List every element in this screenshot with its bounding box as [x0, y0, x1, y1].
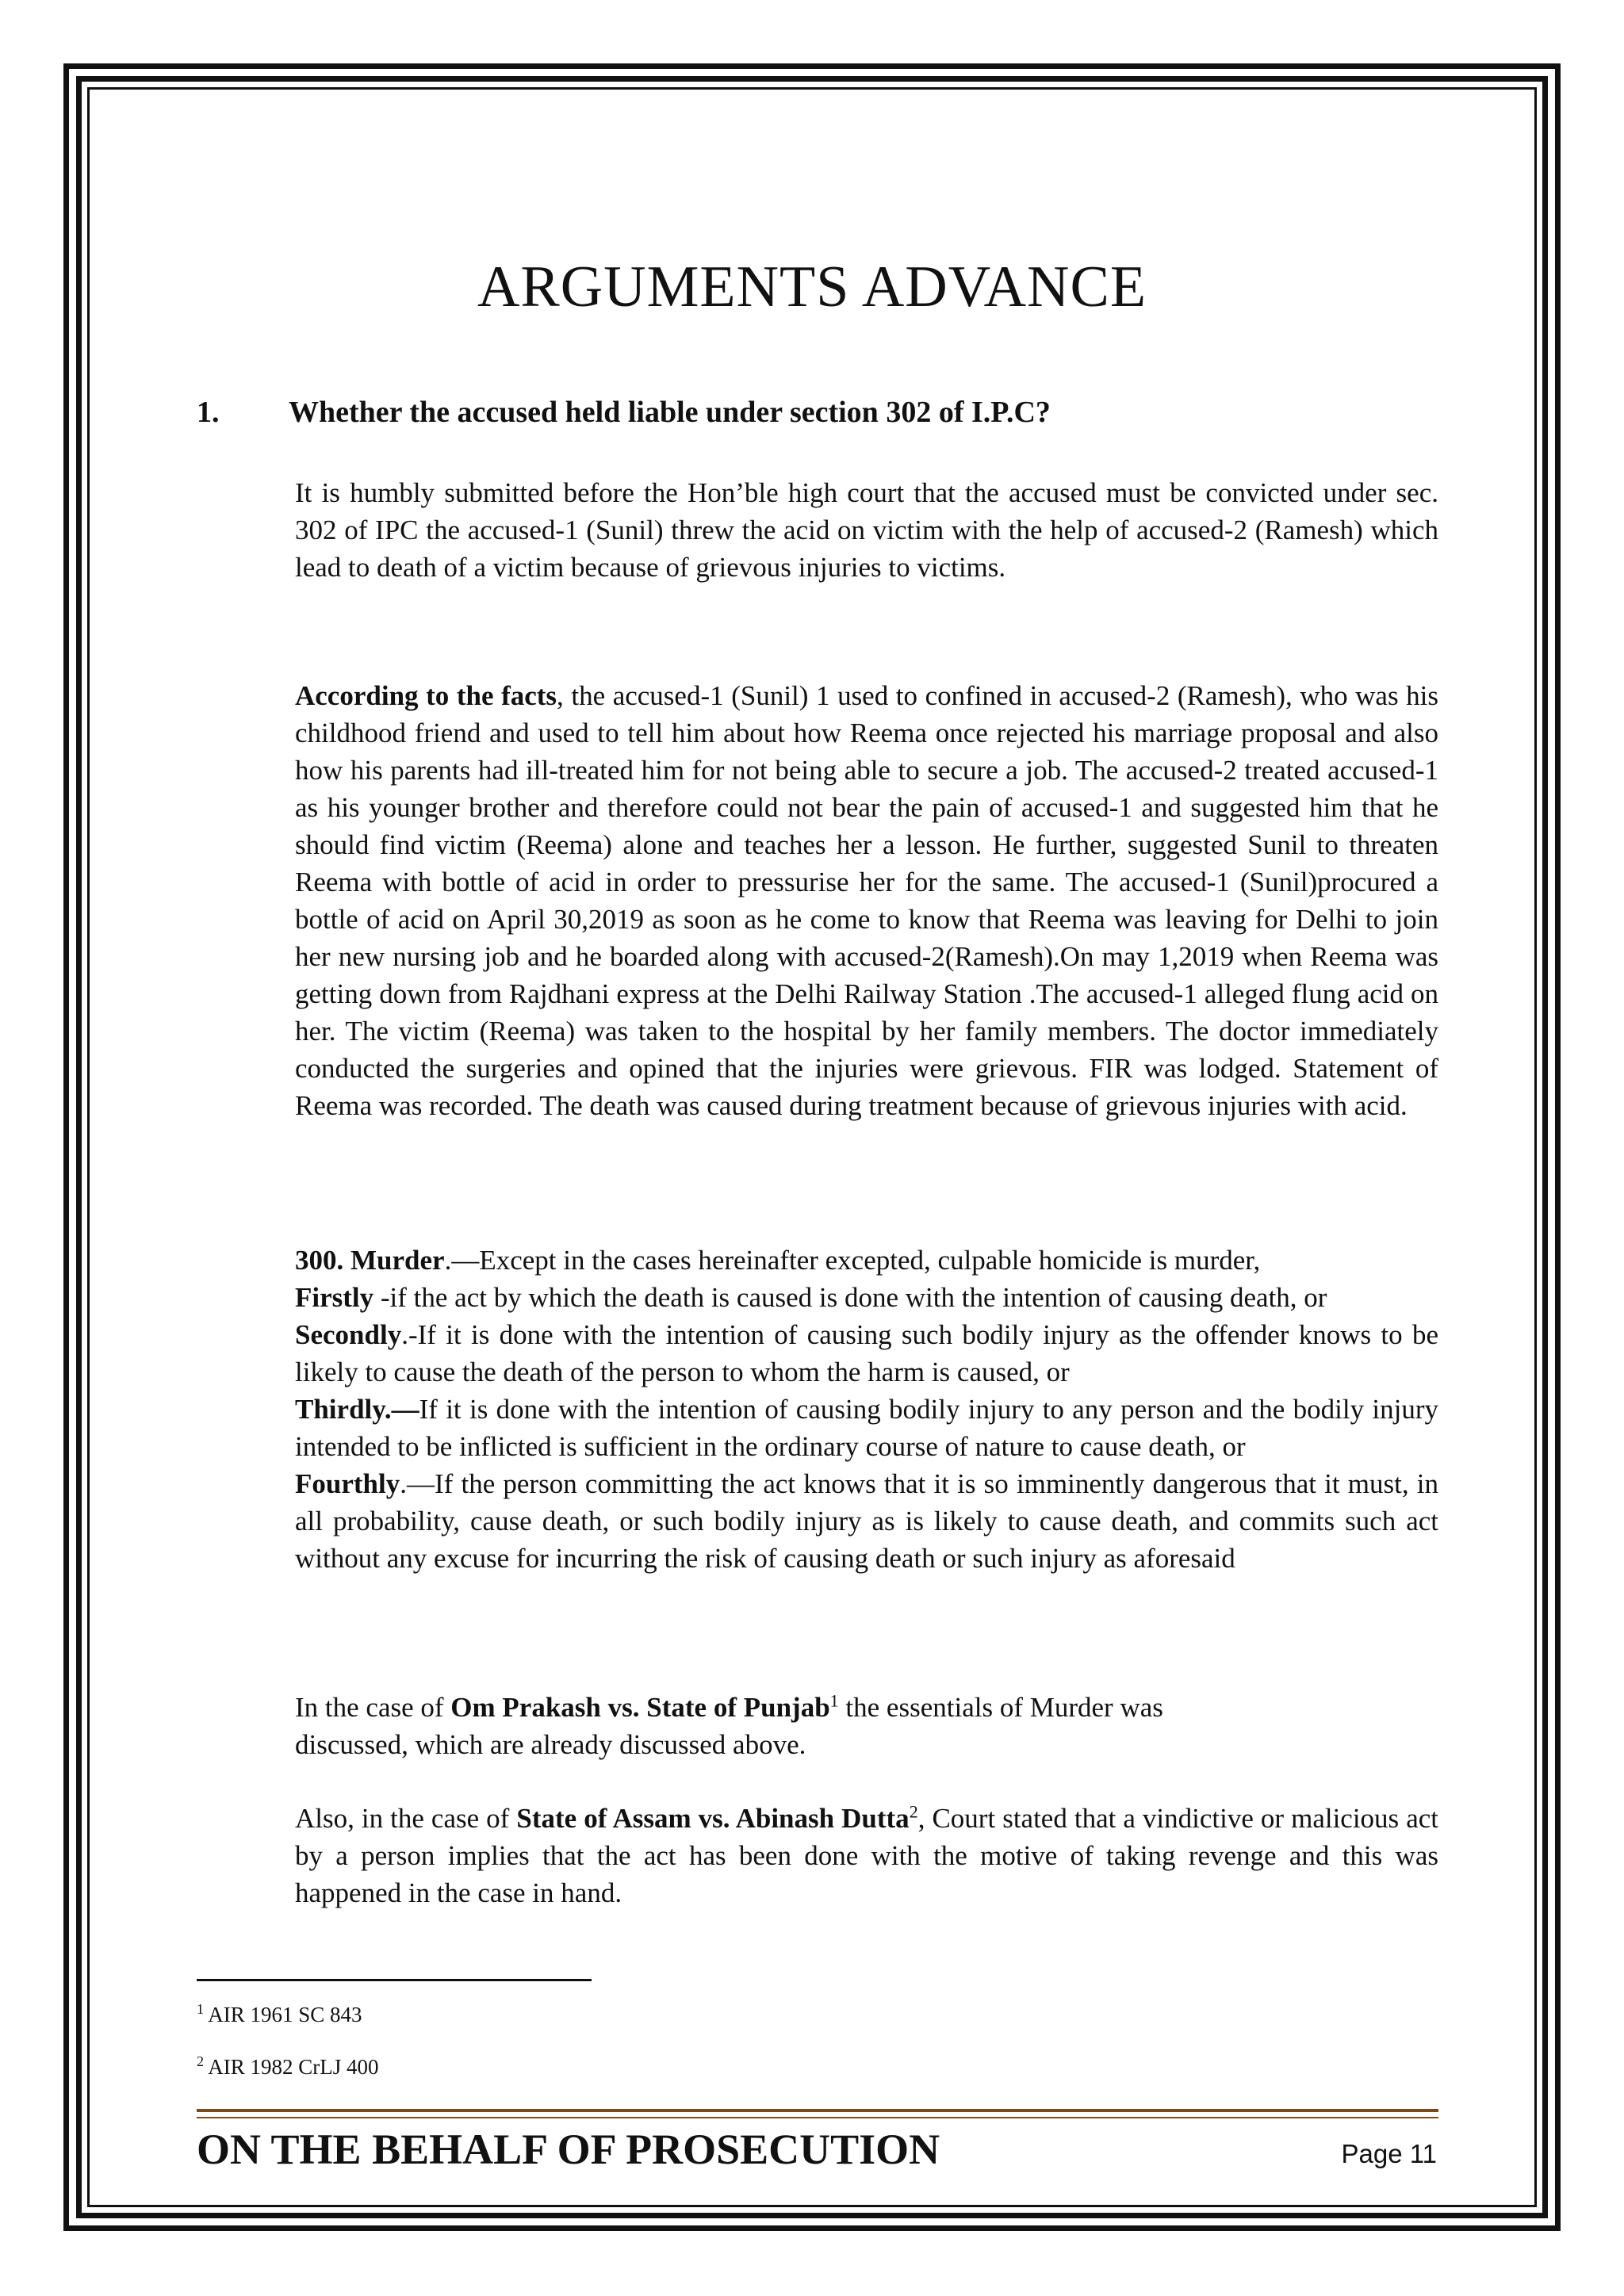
footer-party-label: ON THE BEHALF OF PROSECUTION	[197, 2126, 940, 2173]
om-prakash-line-2: discussed, which are already discussed above.	[295, 1729, 806, 1760]
om-prakash-post: the essentials of Murder was	[838, 1692, 1163, 1723]
footer-rule-thin	[197, 2117, 1438, 2118]
facts-text: , the accused-1 (Sunil) 1 used to confined in accused-2 (Ramesh), who was his childhood friend and used to tell him about how Reema once rejected his marriage proposal and also how his parents had ill-treated him for not being able to secure a job. The accused-2 treated accused-1 as his younger brother and therefore could not bear the pain of accused-1 and suggested him that he should find victim (Reema) alone and teaches her a lesson. He further, suggested Sunil to threaten Reema with bottle of acid in order to pressurise her for the same. The accused-1 (Sunil)procured a bottle of acid on April 30,2019 as soon as he come to know that Reema was leaving for Delhi to join her new nursing job and he boarded along with accused-2(Ramesh).On may 1,2019 when Reema was getting down from Rajdhani express at the Delhi Railway Station .The accused-1 alleged flung acid on her. The victim (Reema) was taken to the hospital by her family members. The doctor immediately conducted the surgeries and opined that the injuries were grievous. FIR was lodged. Statement of Reema was recorded. The death was caused during treatment because of grievous injuries with acid.	[295, 680, 1438, 1121]
firstly-text: -if the act by which the death is caused is done with the intention of causing death, or	[373, 1282, 1327, 1313]
thirdly-text: If it is done with the intention of causing bodily injury to any person and the bodily injury intended to be inflicted is sufficient in the ordinary course of nature to cause death, or	[295, 1394, 1438, 1462]
footnote-2-mark: 2	[197, 2053, 204, 2069]
facts-paragraph	[295, 677, 1438, 1124]
abinash-post: , Court stated that a vindictive or malicious act by a person implies that the act has been done with the motive of taking revenge and this was happened in the case in hand.	[295, 1803, 1438, 1908]
secondly-label: Secondly	[295, 1319, 402, 1350]
footnote-ref-2[interactable]: 2	[909, 1801, 918, 1822]
om-prakash-line-1	[295, 1689, 1438, 1726]
firstly-clause	[295, 1279, 1438, 1316]
page-title: ARGUMENTS ADVANCE	[477, 254, 1147, 320]
footnote-1	[197, 2001, 362, 2027]
fourthly-text: .—If the person committing the act knows that it is so imminently dangerous that it must, in all probability, cause death, or such bodily injury as is likely to cause death, and commits such act without any excuse for incurring the risk of causing death or such injury as aforesaid	[295, 1468, 1438, 1574]
footnote-1-mark: 1	[197, 2001, 204, 2017]
footnote-1-text: AIR 1961 SC 843	[204, 2003, 362, 2026]
section-300-intro-line	[295, 1242, 1438, 1279]
thirdly-label: Thirdly.—	[295, 1394, 419, 1425]
secondly-clause	[295, 1316, 1438, 1391]
footer-rule-thick	[197, 2109, 1438, 2112]
thirdly-clause	[295, 1391, 1438, 1465]
footnote-divider	[197, 1979, 592, 1981]
case-name-abinash-dutta: State of Assam vs. Abinash Dutta	[516, 1803, 910, 1834]
page-number: Page 11	[1341, 2139, 1437, 2168]
facts-lead: According to the facts	[295, 680, 557, 711]
footnote-ref-1[interactable]: 1	[829, 1690, 839, 1711]
footnote-2-text: AIR 1982 CrLJ 400	[204, 2055, 379, 2079]
issue-heading	[197, 395, 1434, 430]
case-name-om-prakash: Om Prakash vs. State of Punjab	[450, 1692, 830, 1723]
abinash-dutta-paragraph	[295, 1800, 1438, 1911]
section-300-intro: .—Except in the cases hereinafter excepted, culpable homicide is murder,	[444, 1245, 1261, 1276]
section-300-block	[295, 1242, 1438, 1577]
issue-text: Whether the accused held liable under section 302 of I.P.C?	[289, 396, 1051, 429]
secondly-text: .-If it is done with the intention of causing such bodily injury as the offender knows to be likely to cause the death of the person to whom the harm is caused, or	[295, 1319, 1438, 1387]
firstly-label: Firstly	[295, 1282, 374, 1313]
issue-number: 1.	[197, 396, 220, 429]
om-prakash-pre: In the case of	[295, 1692, 451, 1723]
submission-paragraph: It is humbly submitted before the Hon’ble high court that the accused must be convicted under sec. 302 of IPC the accused-1 (Sunil) threw the acid on victim with the help of accused-2 (Ramesh) which lead to death of a victim because of grievous injuries to victims.	[295, 477, 1438, 583]
abinash-pre: Also, in the case of	[295, 1803, 517, 1834]
om-prakash-paragraph	[295, 1689, 1438, 1763]
fourthly-clause	[295, 1465, 1438, 1577]
footnote-2	[197, 2053, 379, 2080]
section-300-heading: 300. Murder	[295, 1245, 445, 1276]
fourthly-label: Fourthly	[295, 1468, 400, 1499]
